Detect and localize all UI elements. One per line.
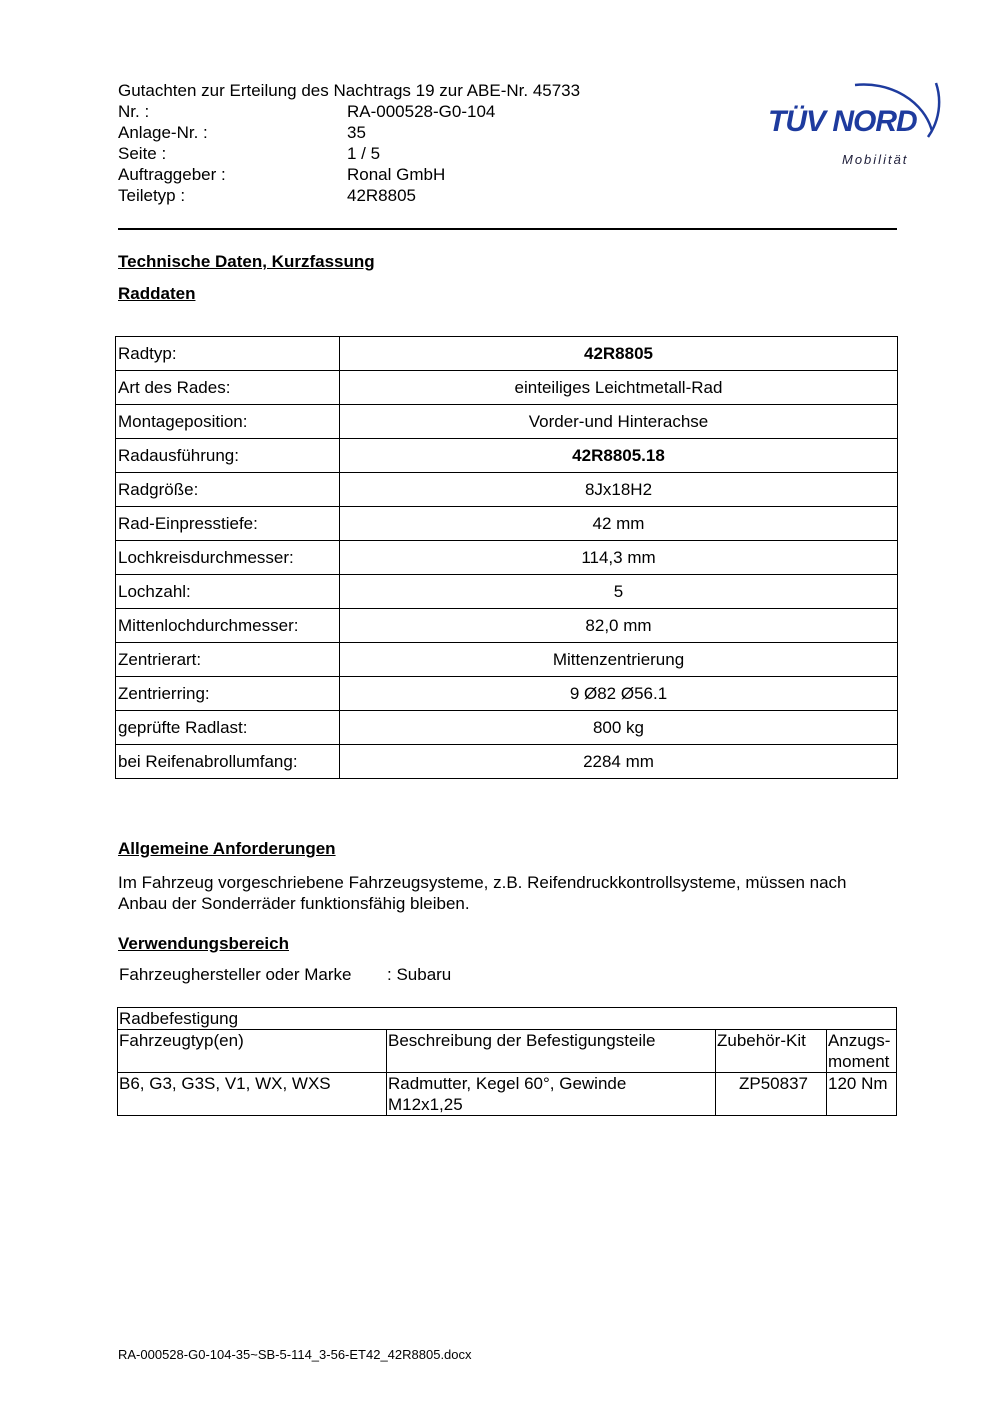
- wheel-data-heading: Raddaten: [118, 284, 196, 303]
- meta-row: [118, 122, 678, 143]
- logo-wordmark: TÜV NORD: [768, 105, 917, 138]
- wheel-param-label: bei Reifenabrollumfang:: [116, 745, 340, 779]
- wheel-param-label: Radgröße:: [116, 473, 340, 507]
- document-title: Gutachten zur Erteilung des Nachtrags 19 zur ABE-Nr. 45733: [118, 81, 581, 100]
- wheel-param-value: 42R8805: [340, 337, 898, 371]
- wheel-param-value: 8Jx18H2: [340, 473, 898, 507]
- wheel-param-label: Art des Rades:: [116, 371, 340, 405]
- header-accessory-kit: Zubehör-Kit: [716, 1030, 827, 1073]
- usage-value: : Subaru: [387, 965, 452, 984]
- wheel-param-value: 82,0 mm: [340, 609, 898, 643]
- table-row: [116, 473, 898, 507]
- general-requirements-text: Im Fahrzeug vorgeschriebene Fahrzeugsysteme, z.B. Reifendruckkontrollsysteme, müssen nach Anbau der Sonderräder funktionsfähig bleiben.: [118, 873, 847, 913]
- header-divider: [118, 228, 897, 230]
- table-row: [118, 1073, 897, 1116]
- table-row: [116, 745, 898, 779]
- table-row: [116, 405, 898, 439]
- header-fastening-description: Beschreibung der Befestigungsteile: [387, 1030, 716, 1073]
- tuev-nord-logo: [760, 55, 950, 175]
- usage-row: [119, 965, 451, 985]
- wheel-param-value: Mittenzentrierung: [340, 643, 898, 677]
- table-row: [116, 371, 898, 405]
- wheel-param-label: geprüfte Radlast:: [116, 711, 340, 745]
- usage-label: Fahrzeughersteller oder Marke: [119, 965, 352, 984]
- mounting-table: [117, 1007, 897, 1116]
- table-row: [116, 711, 898, 745]
- meta-value: 42R8805: [347, 186, 417, 205]
- wheel-param-label: Zentrierart:: [116, 643, 340, 677]
- wheel-param-value: 2284 mm: [340, 745, 898, 779]
- accessory-kit-cell: ZP50837: [716, 1073, 827, 1116]
- document-header: [118, 80, 678, 206]
- table-row: [116, 507, 898, 541]
- table-row: [116, 575, 898, 609]
- table-row: [116, 541, 898, 575]
- meta-label: Seite :: [118, 144, 167, 163]
- wheel-param-value: 42R8805.18: [340, 439, 898, 473]
- meta-label: Auftraggeber :: [118, 165, 226, 184]
- wheel-param-value: Vorder-und Hinterachse: [340, 405, 898, 439]
- wheel-param-value: einteiliges Leichtmetall-Rad: [340, 371, 898, 405]
- wheel-param-label: Lochkreisdurchmesser:: [116, 541, 340, 575]
- wheel-param-value: 9 Ø82 Ø56.1: [340, 677, 898, 711]
- wheel-param-value: 114,3 mm: [340, 541, 898, 575]
- mounting-title-row: [118, 1008, 897, 1030]
- wheel-param-label: Lochzahl:: [116, 575, 340, 609]
- mounting-title: Radbefestigung: [118, 1008, 897, 1030]
- torque-cell: 120 Nm: [827, 1073, 897, 1116]
- wheel-param-label: Mittenlochdurchmesser:: [116, 609, 340, 643]
- technical-heading: Technische Daten, Kurzfassung: [118, 252, 375, 271]
- logo-subtitle: Mobilität: [842, 152, 909, 167]
- wheel-param-value: 42 mm: [340, 507, 898, 541]
- meta-value: RA-000528-G0-104: [347, 102, 496, 121]
- footer-filename: RA-000528-G0-104-35~SB-5-114_3-56-ET42_42R8805.docx: [118, 1347, 472, 1362]
- meta-row: [118, 101, 678, 122]
- wheel-param-label: Zentrierring:: [116, 677, 340, 711]
- fastening-description-cell: Radmutter, Kegel 60°, Gewinde M12x1,25: [387, 1073, 716, 1116]
- meta-label: Nr. :: [118, 102, 150, 121]
- wheel-param-label: Rad-Einpresstiefe:: [116, 507, 340, 541]
- general-requirements-heading: Allgemeine Anforderungen: [118, 839, 336, 858]
- meta-value: Ronal GmbH: [347, 165, 446, 184]
- wheel-param-label: Radausführung:: [116, 439, 340, 473]
- wheel-param-value: 800 kg: [340, 711, 898, 745]
- table-row: [116, 643, 898, 677]
- mounting-header-row: [118, 1030, 897, 1073]
- meta-row: [118, 143, 678, 164]
- header-vehicle-types: Fahrzeugtyp(en): [118, 1030, 387, 1073]
- usage-heading: Verwendungsbereich: [118, 934, 289, 953]
- meta-label: Anlage-Nr. :: [118, 123, 208, 142]
- wheel-param-value: 5: [340, 575, 898, 609]
- meta-row: [118, 164, 678, 185]
- table-row: [116, 677, 898, 711]
- meta-fields: [118, 101, 678, 206]
- table-row: [116, 337, 898, 371]
- meta-value: 35: [347, 123, 366, 142]
- meta-row: [118, 185, 678, 206]
- table-row: [116, 609, 898, 643]
- wheel-param-label: Radtyp:: [116, 337, 340, 371]
- meta-label: Teiletyp :: [118, 186, 186, 205]
- wheel-data-table: [115, 336, 898, 779]
- meta-value: 1 / 5: [347, 144, 381, 163]
- table-row: [116, 439, 898, 473]
- vehicle-types-cell: B6, G3, G3S, V1, WX, WXS: [118, 1073, 387, 1116]
- header-torque: Anzugs- moment: [827, 1030, 897, 1073]
- wheel-param-label: Montageposition:: [116, 405, 340, 439]
